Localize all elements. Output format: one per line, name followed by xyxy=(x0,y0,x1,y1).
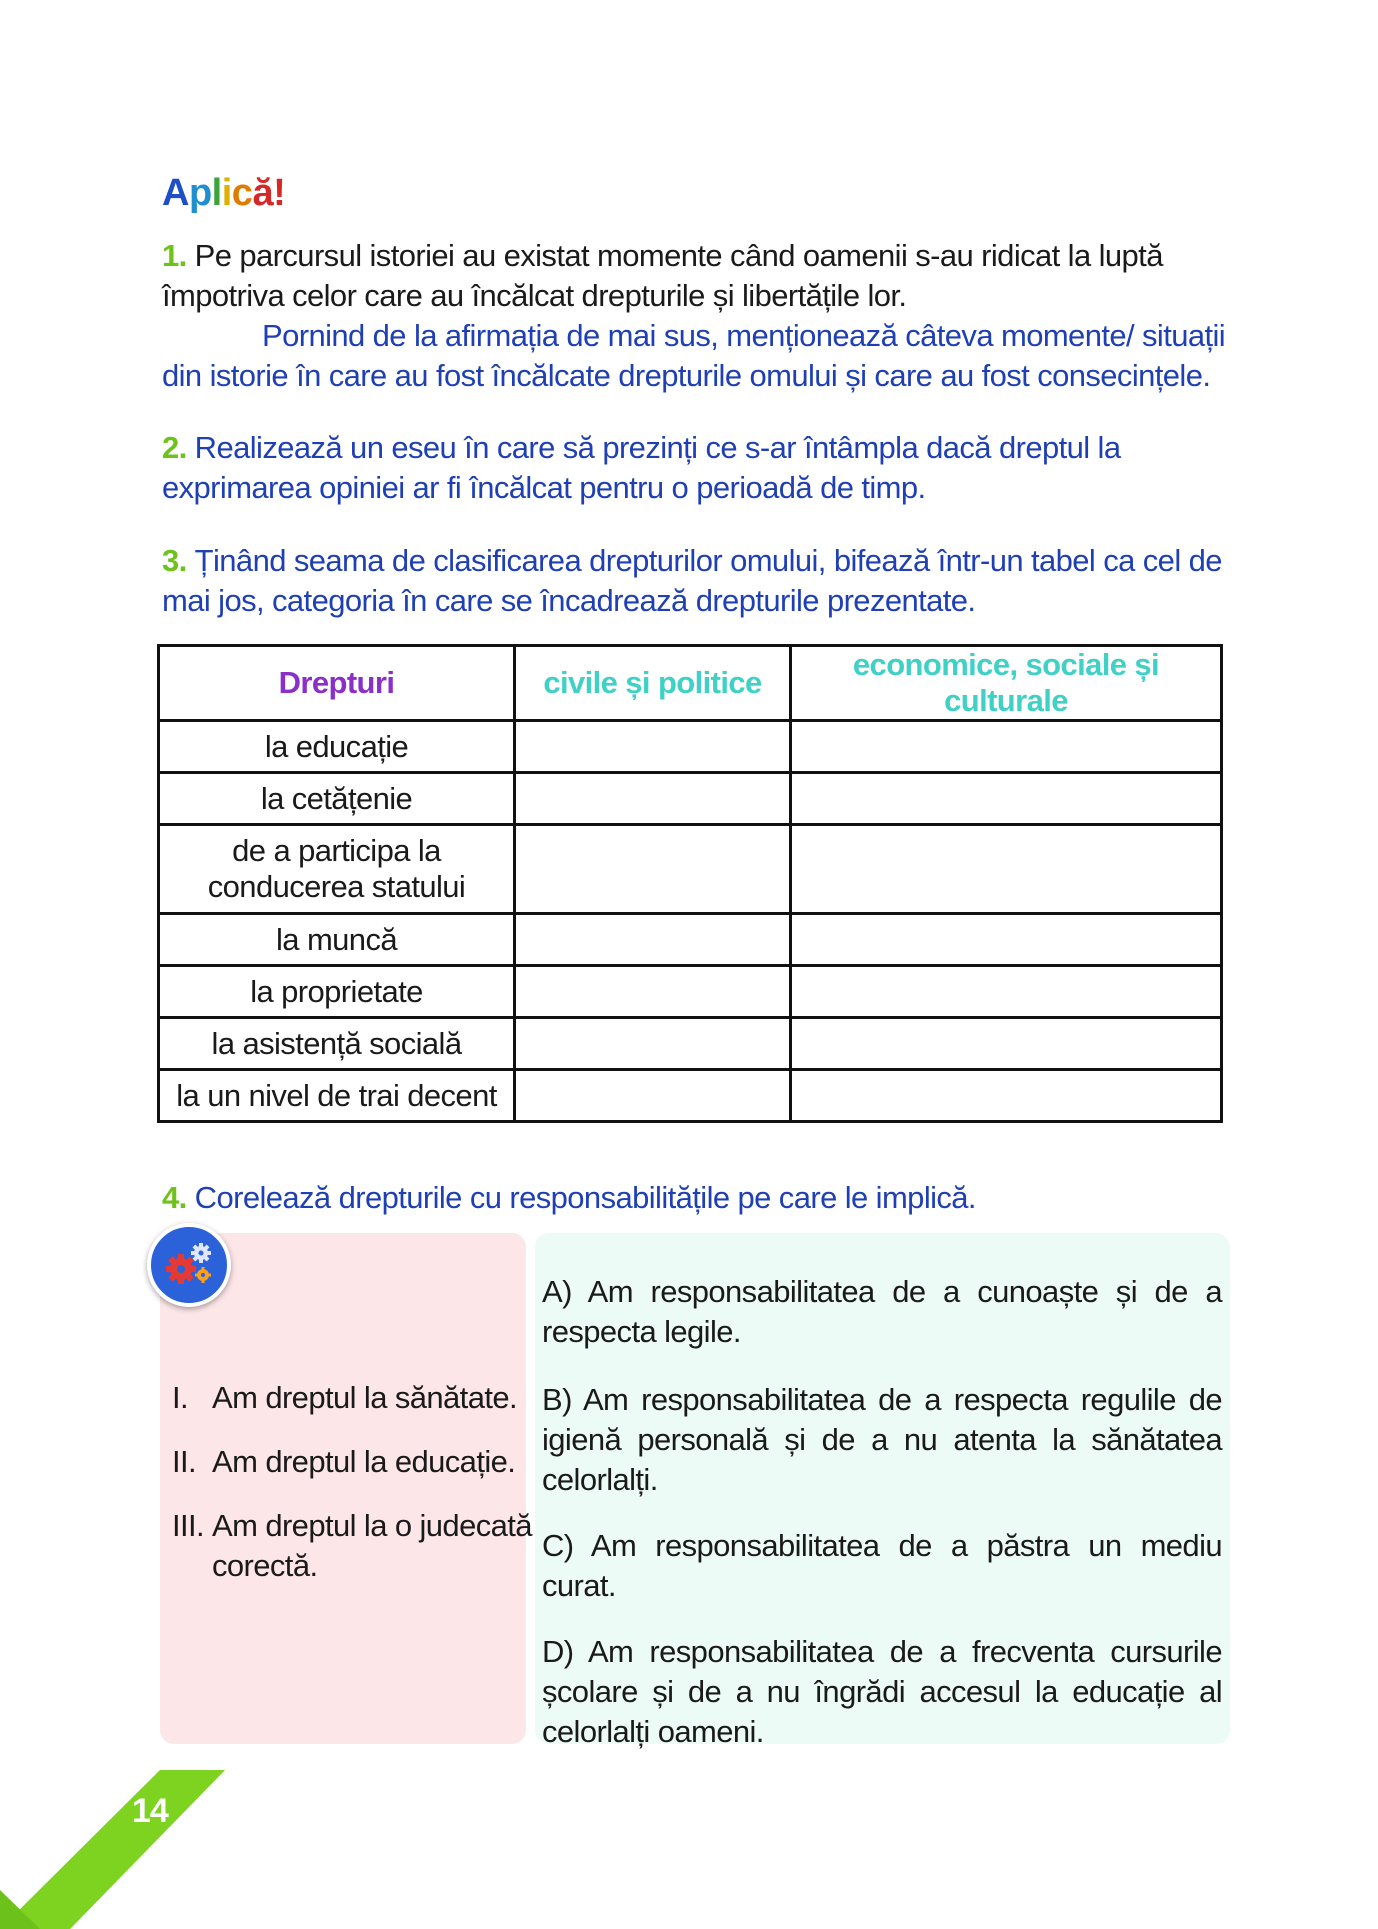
checkbox-cell-economic[interactable] xyxy=(791,914,1222,966)
heading-letter: c xyxy=(231,172,253,214)
exercise-1 xyxy=(162,236,1238,396)
rights-list xyxy=(172,1378,532,1610)
exercise-number: 4. xyxy=(162,1180,187,1215)
heading-letter: p xyxy=(188,172,212,214)
list-item xyxy=(172,1378,532,1418)
checkbox-cell-economic[interactable] xyxy=(791,825,1222,914)
option-letter: B) xyxy=(542,1382,572,1417)
exercise-4 xyxy=(162,1178,1238,1218)
checkbox-cell-economic[interactable] xyxy=(791,966,1222,1018)
checkbox-cell-economic[interactable] xyxy=(791,721,1222,773)
heading-letter: A xyxy=(162,172,189,214)
checkbox-cell-civil[interactable] xyxy=(515,966,791,1018)
table-header-row xyxy=(159,646,1222,721)
checkbox-cell-civil[interactable] xyxy=(515,914,791,966)
exercise-2 xyxy=(162,428,1238,508)
page-corner-decoration xyxy=(0,1770,230,1929)
heading-letter: i xyxy=(221,172,232,214)
checkbox-cell-civil[interactable] xyxy=(515,1070,791,1122)
option-letter: C) xyxy=(542,1528,574,1563)
checkbox-cell-economic[interactable] xyxy=(791,773,1222,825)
table-row xyxy=(159,773,1222,825)
right-cell: la educație xyxy=(159,721,515,773)
column-header-civil-political: civile și politice xyxy=(515,646,791,721)
exercise-number: 3. xyxy=(162,543,187,578)
responsibility-text: Am responsabilitatea de a respecta regulile de igienă personală și de a nu atenta la sănătatea celorlalți. xyxy=(542,1382,1222,1497)
responsibility-text: Am responsabilitatea de a cunoaște și de a respecta legile. xyxy=(542,1274,1222,1349)
exercise-number: 1. xyxy=(162,238,187,273)
table-row xyxy=(159,825,1222,914)
exercise-3 xyxy=(162,541,1238,621)
page-number: 14 xyxy=(132,1792,168,1830)
responsibility-text: Am responsabilitatea de a păstra un mediu curat. xyxy=(542,1528,1223,1603)
heading-letter: ă xyxy=(252,172,274,214)
checkbox-cell-civil[interactable] xyxy=(515,773,791,825)
exercise-1-intro: Pe parcursul istoriei au existat momente când oamenii s-au ridicat la luptă împotriva celor care au încălcat drepturile și libertățile lor. xyxy=(162,238,1163,313)
list-item xyxy=(172,1506,532,1586)
right-cell: la proprietate xyxy=(159,966,515,1018)
heading-letter: l xyxy=(211,172,222,214)
roman-numeral: III. xyxy=(172,1508,205,1543)
table-row xyxy=(159,1070,1222,1122)
column-header-economic-social-cultural: economice, sociale și culturale xyxy=(791,646,1222,721)
heading-letter: ! xyxy=(273,172,286,214)
exercise-1-intro-paragraph xyxy=(162,236,1238,316)
right-cell: la asistență socială xyxy=(159,1018,515,1070)
checkbox-cell-economic[interactable] xyxy=(791,1018,1222,1070)
rights-classification-table xyxy=(157,644,1223,1123)
checkbox-cell-civil[interactable] xyxy=(515,825,791,914)
exercise-3-task: Ținând seama de clasificarea drepturilor omului, bifează într-un tabel ca cel de mai jos, categoria în care se încadrează drepturile prezentate. xyxy=(162,543,1222,618)
exercise-number: 2. xyxy=(162,430,187,465)
right-text: Am dreptul la sănătate. xyxy=(212,1380,517,1415)
responsibility-text: Am responsabilitatea de a frecventa cursurile școlare și de a nu îngrădi accesul la educație al celorlalți oameni. xyxy=(542,1634,1222,1749)
table-row xyxy=(159,966,1222,1018)
right-cell: la cetățenie xyxy=(159,773,515,825)
right-cell: la un nivel de trai decent xyxy=(159,1070,515,1122)
right-cell: la muncă xyxy=(159,914,515,966)
section-heading xyxy=(162,172,285,215)
exercise-4-task: Corelează drepturile cu responsabilitățile pe care le implică. xyxy=(194,1180,976,1215)
option-letter: D) xyxy=(542,1634,574,1669)
list-item xyxy=(542,1526,1222,1606)
table-row xyxy=(159,914,1222,966)
list-item xyxy=(542,1380,1222,1500)
list-item xyxy=(172,1442,532,1482)
table-row xyxy=(159,721,1222,773)
responsibilities-list xyxy=(542,1272,1222,1778)
option-letter: A) xyxy=(542,1274,572,1309)
roman-numeral: II. xyxy=(172,1444,197,1479)
right-text: Am dreptul la educație. xyxy=(212,1444,516,1479)
exercise-2-task: Realizează un eseu în care să prezinți ce s-ar întâmpla dacă dreptul la exprimarea opiniei ar fi încălcat pentru o perioadă de timp. xyxy=(162,430,1121,505)
list-item xyxy=(542,1632,1222,1752)
right-text: Am dreptul la o judecată corectă. xyxy=(212,1508,532,1583)
list-item xyxy=(542,1272,1222,1352)
column-header-rights: Drepturi xyxy=(159,646,515,721)
checkbox-cell-civil[interactable] xyxy=(515,1018,791,1070)
checkbox-cell-economic[interactable] xyxy=(791,1070,1222,1122)
table-row xyxy=(159,1018,1222,1070)
right-cell: de a participa la conducerea statului xyxy=(159,825,515,914)
roman-numeral: I. xyxy=(172,1380,189,1415)
checkbox-cell-civil[interactable] xyxy=(515,721,791,773)
gears-icon xyxy=(147,1223,231,1307)
exercise-1-task: Pornind de la afirmația de mai sus, menționează câteva momente/ situații din istorie în care au fost încălcate drepturile omului și care au fost consecințele. xyxy=(162,318,1226,393)
